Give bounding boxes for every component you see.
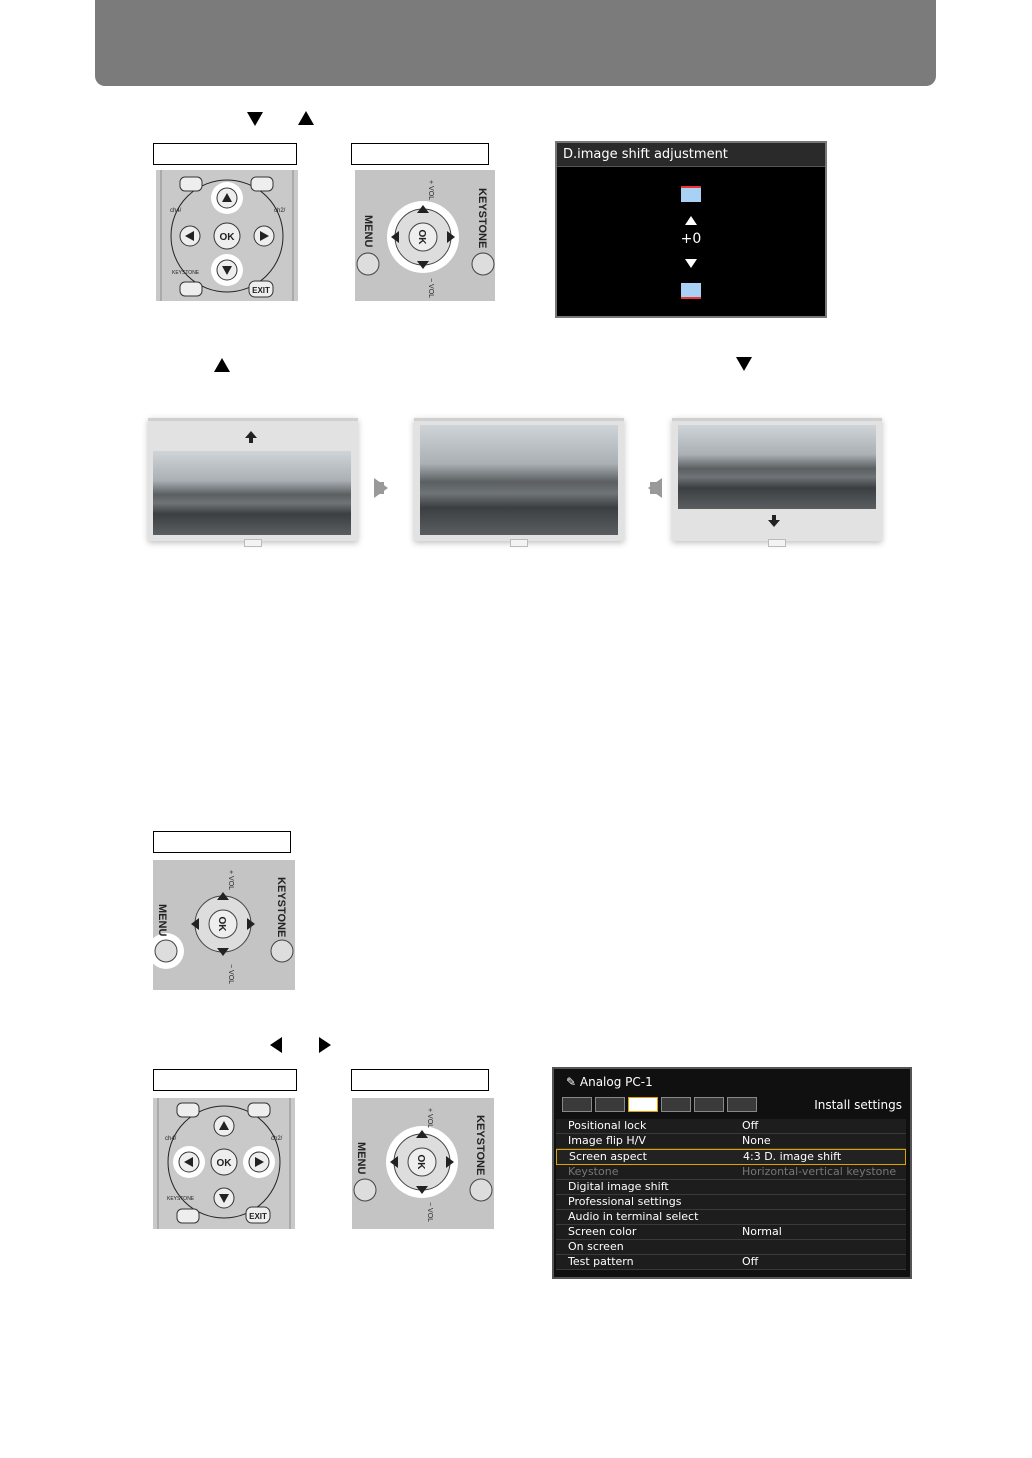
menu-row-label: Screen aspect [569, 1150, 647, 1163]
svg-text:EXIT: EXIT [252, 286, 270, 295]
left-arrow-icon [270, 1037, 282, 1053]
menu-row[interactable] [556, 1240, 906, 1255]
panel-illustration [355, 170, 495, 301]
svg-text:ch4/: ch4/ [170, 208, 182, 214]
screen-photo [420, 425, 618, 535]
menu-row[interactable] [556, 1165, 906, 1180]
menu-row-label: Image flip H/V [568, 1134, 646, 1147]
menu-row[interactable] [556, 1134, 906, 1149]
screen-center [414, 418, 624, 541]
panel-illustration [153, 860, 295, 990]
svg-text:EXIT: EXIT [249, 1212, 267, 1221]
svg-text:OK: OK [216, 916, 227, 932]
remote-ok-text: OK [219, 232, 235, 243]
install-settings-menu [552, 1067, 912, 1279]
shift-value: +0 [680, 231, 702, 247]
screen-shift-down [672, 418, 882, 541]
menu-section-title: Install settings [814, 1098, 902, 1112]
menu-list [556, 1119, 906, 1270]
remote-illustration [156, 170, 298, 301]
projector-tab-icon[interactable] [661, 1097, 691, 1112]
menu-tabs [562, 1097, 762, 1112]
projector-panel-leftright [352, 1098, 494, 1229]
shift-up-icon [685, 216, 697, 225]
menu-row[interactable] [556, 1225, 906, 1240]
osd-title: D.image shift adjustment [557, 143, 825, 167]
svg-text:ch4/: ch4/ [165, 1136, 177, 1142]
remote-control-updown [156, 170, 298, 301]
menu-row[interactable] [556, 1210, 906, 1225]
menu-row-value: 4:3 D. image shift [743, 1150, 842, 1163]
shift-down-icon [685, 259, 697, 268]
svg-text:ch2/: ch2/ [271, 1136, 283, 1142]
svg-text:− VOL: − VOL [426, 1202, 433, 1223]
shift-bottom-bar [681, 283, 701, 299]
info-tab-icon[interactable] [727, 1097, 757, 1112]
menu-row-value: Off [742, 1255, 759, 1268]
menu-row-value: Normal [742, 1225, 782, 1238]
osd-image-shift [555, 141, 827, 318]
svg-text:OK: OK [416, 229, 427, 245]
svg-text:MENU: MENU [156, 904, 168, 937]
remote-illustration [153, 1098, 295, 1229]
menu-row-value: None [742, 1134, 771, 1147]
svg-text:OK: OK [415, 1154, 426, 1170]
svg-text:ch2/: ch2/ [274, 208, 286, 214]
svg-text:+ VOL: + VOL [427, 180, 434, 201]
panel-label-box [351, 143, 489, 165]
up-arrow-icon [214, 358, 230, 372]
svg-text:+ VOL: + VOL [227, 870, 234, 891]
input-icon: ✎ [566, 1075, 577, 1089]
svg-text:MENU: MENU [362, 215, 374, 248]
menu-row-label: Test pattern [568, 1255, 634, 1268]
menu-row-label: Digital image shift [568, 1180, 669, 1193]
svg-text:KEYSTONE: KEYSTONE [474, 1115, 486, 1176]
menu-input-source [566, 1075, 653, 1089]
panel-label-box [153, 831, 291, 853]
menu-row-label: On screen [568, 1240, 624, 1253]
header-bar [95, 0, 936, 86]
projector-panel-updown [355, 170, 495, 301]
menu-row-label: Positional lock [568, 1119, 647, 1132]
svg-text:− VOL: − VOL [227, 964, 234, 985]
panel-label-box [351, 1069, 489, 1091]
menu-row[interactable] [556, 1180, 906, 1195]
menu-row-label: Keystone [568, 1165, 619, 1178]
network-tab-icon[interactable] [694, 1097, 724, 1112]
svg-text:KEYSTONE: KEYSTONE [167, 1196, 195, 1202]
up-arrow-icon [298, 111, 314, 125]
right-arrow-icon [319, 1037, 331, 1053]
menu-row-value: Horizontal-vertical keystone [742, 1165, 897, 1178]
screen-photo [678, 425, 876, 509]
shift-down-arrow-icon [768, 520, 780, 527]
menu-row-label: Screen color [568, 1225, 637, 1238]
down-arrow-icon [247, 112, 263, 126]
screen-shift-up [148, 418, 358, 541]
svg-text:MENU: MENU [355, 1142, 367, 1175]
menu-row[interactable] [556, 1149, 906, 1165]
menu-row-value: Off [742, 1119, 759, 1132]
svg-text:KEYSTONE: KEYSTONE [476, 188, 488, 249]
svg-text:KEYSTONE: KEYSTONE [172, 270, 200, 276]
remote-label-box [153, 143, 297, 165]
remote-label-box [153, 1069, 297, 1091]
panel-illustration [352, 1098, 494, 1229]
screen-tab-icon[interactable] [562, 1097, 592, 1112]
down-arrow-icon [736, 357, 752, 371]
screen-photo [153, 451, 351, 535]
svg-text:KEYSTONE: KEYSTONE [275, 877, 287, 938]
menu-row[interactable] [556, 1255, 906, 1270]
image-tab-icon[interactable] [595, 1097, 625, 1112]
install-tab-icon[interactable] [628, 1097, 658, 1112]
menu-input-label: Analog PC-1 [579, 1075, 653, 1089]
projector-panel-menu [153, 860, 295, 990]
menu-row-label: Professional settings [568, 1195, 682, 1208]
svg-text:+ VOL: + VOL [426, 1108, 433, 1129]
shift-top-bar [681, 186, 701, 202]
menu-row-label: Audio in terminal select [568, 1210, 699, 1223]
menu-row[interactable] [556, 1119, 906, 1134]
svg-text:OK: OK [216, 1158, 232, 1169]
shift-up-arrow-icon [245, 431, 257, 438]
remote-control-leftright [153, 1098, 295, 1229]
menu-row[interactable] [556, 1195, 906, 1210]
svg-text:− VOL: − VOL [427, 278, 434, 299]
